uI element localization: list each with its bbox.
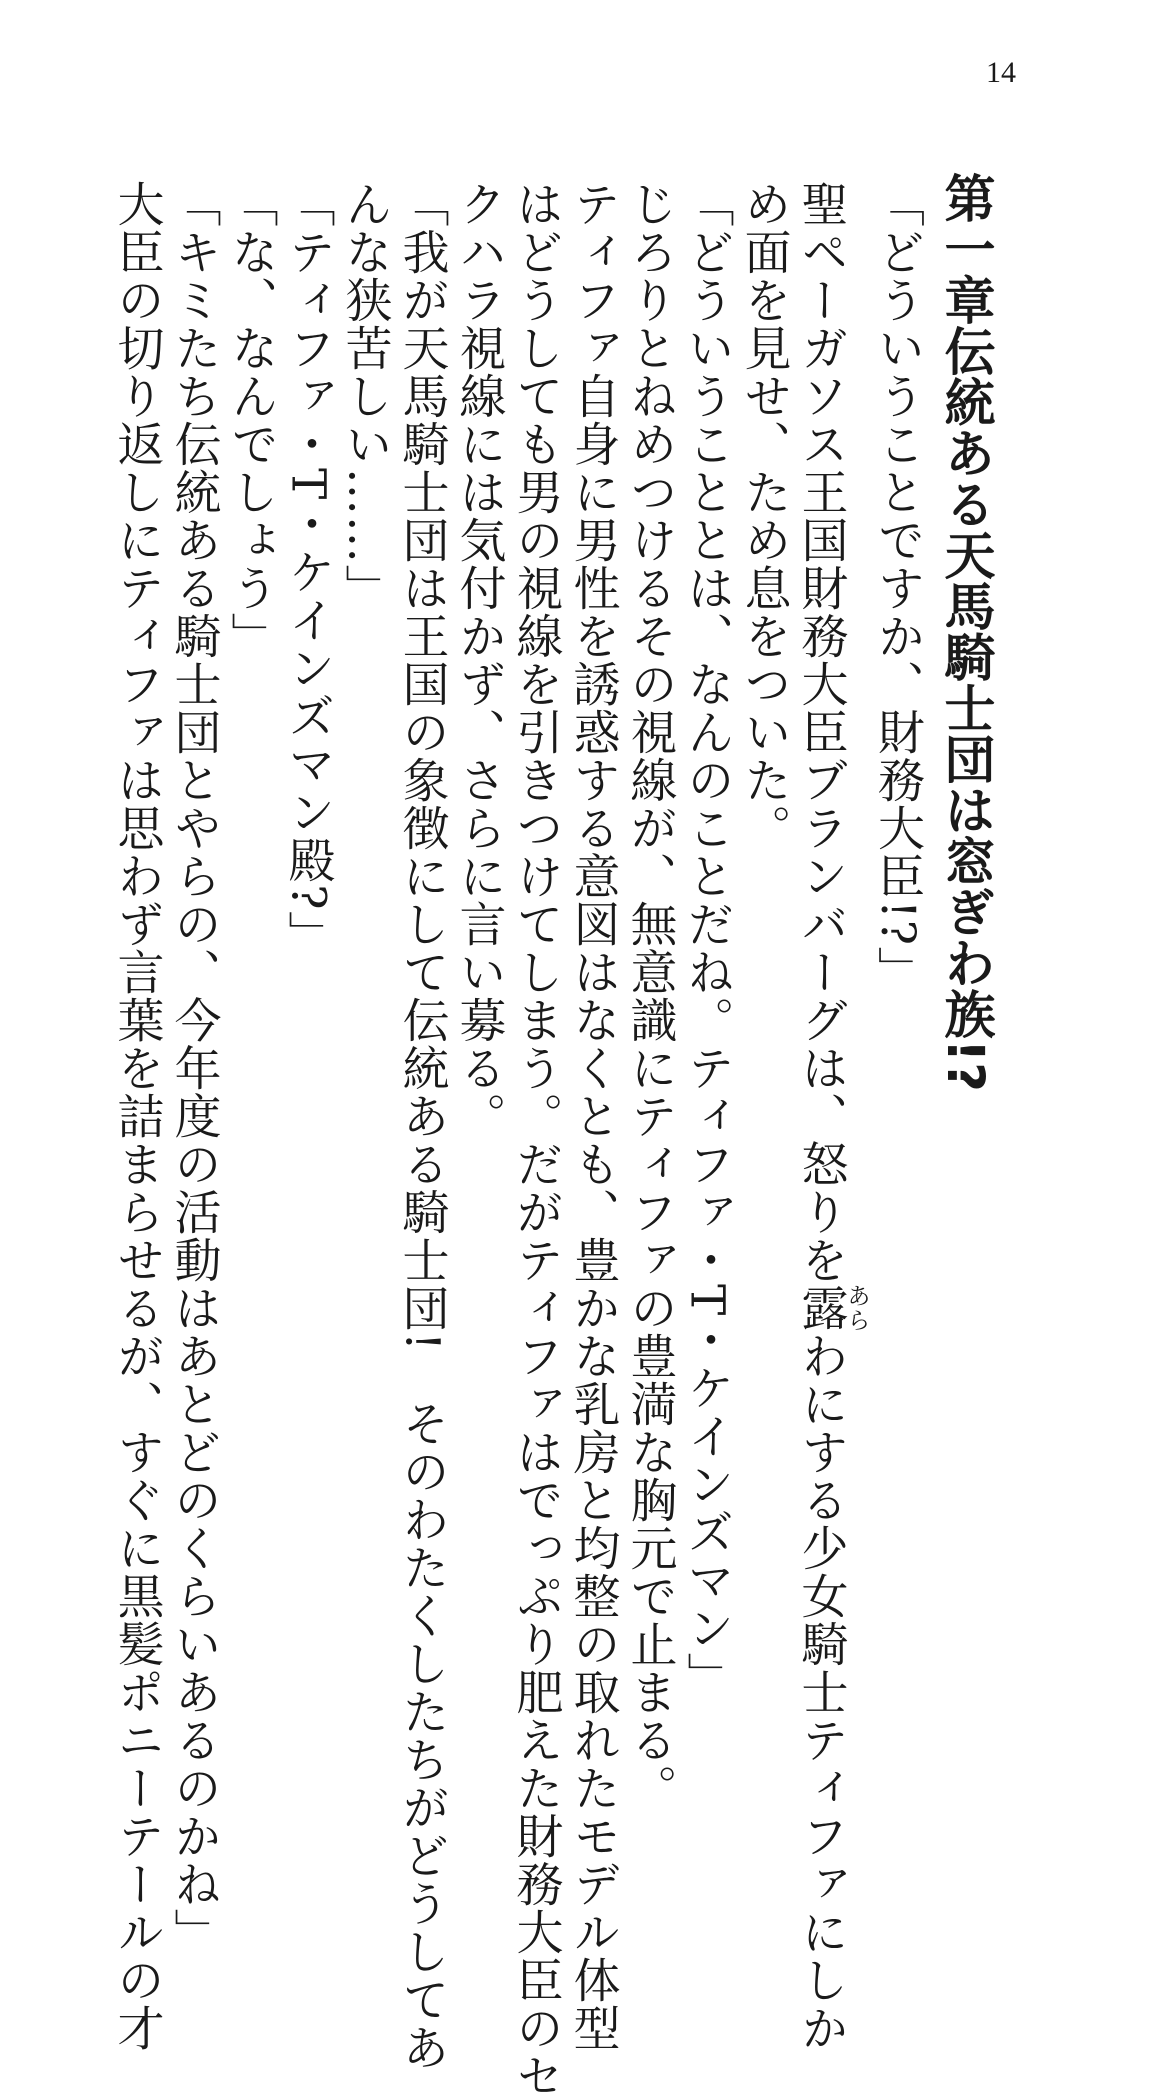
text-line: 「ティファ・T・ケインズマン殿?」 xyxy=(280,180,336,959)
text-line: ティファ自身に男性を誘惑する意図はなくとも、豊かな乳房と均整の取れたモデル体型 xyxy=(565,180,621,2052)
text-line: 「な、なんでしょう」 xyxy=(223,180,279,660)
text-line: んな狭苦しい……」 xyxy=(337,180,393,612)
text-line: 聖ペーガソス王国財務大臣ブランバーグは、怒りを露あらわにする少女騎士ティファにしか xyxy=(793,180,871,2052)
text-line: 「どういうことですか、財務大臣!?」 xyxy=(870,180,925,995)
chapter-label: 第一章 xyxy=(935,172,994,325)
page-number: 14 xyxy=(986,56,1016,89)
text-line: 「我が天馬騎士団は王国の象徴にして伝統ある騎士団! そのわたくしたちがどうしてあ xyxy=(394,180,450,2072)
text-line: め面を見せ、ため息をついた。 xyxy=(736,180,792,852)
chapter-title: 伝統ある天馬騎士団は窓ぎわ族!? xyxy=(935,325,994,1092)
body-text xyxy=(109,180,927,2100)
text-line: 「どういうこととは、なんのことだね。ティファ・T・ケインズマン」 xyxy=(679,180,735,1701)
text-line: じろりとねめつけるその視線が、無意識にティファの豊満な胸元で止まる。 xyxy=(622,180,678,1812)
text-line: 大臣の切り返しにティファは思わず言葉を詰まらせるが、すぐに黒髪ポニーテールの才 xyxy=(109,180,165,2052)
text-line: 「キミたち伝統ある騎士団とやらの、今年度の活動はあとどのくらいあるのかね」 xyxy=(166,180,222,1956)
chapter-heading xyxy=(934,172,994,1472)
ruby-annotation: 露あら xyxy=(793,1283,871,1333)
text-line: はどうしても男の視線を引きつけてしまう。だがティファはでっぷり肥えた財務大臣のセ xyxy=(508,180,564,2100)
text-line: クハラ視線には気付かず、さらに言い募る。 xyxy=(451,180,507,1140)
